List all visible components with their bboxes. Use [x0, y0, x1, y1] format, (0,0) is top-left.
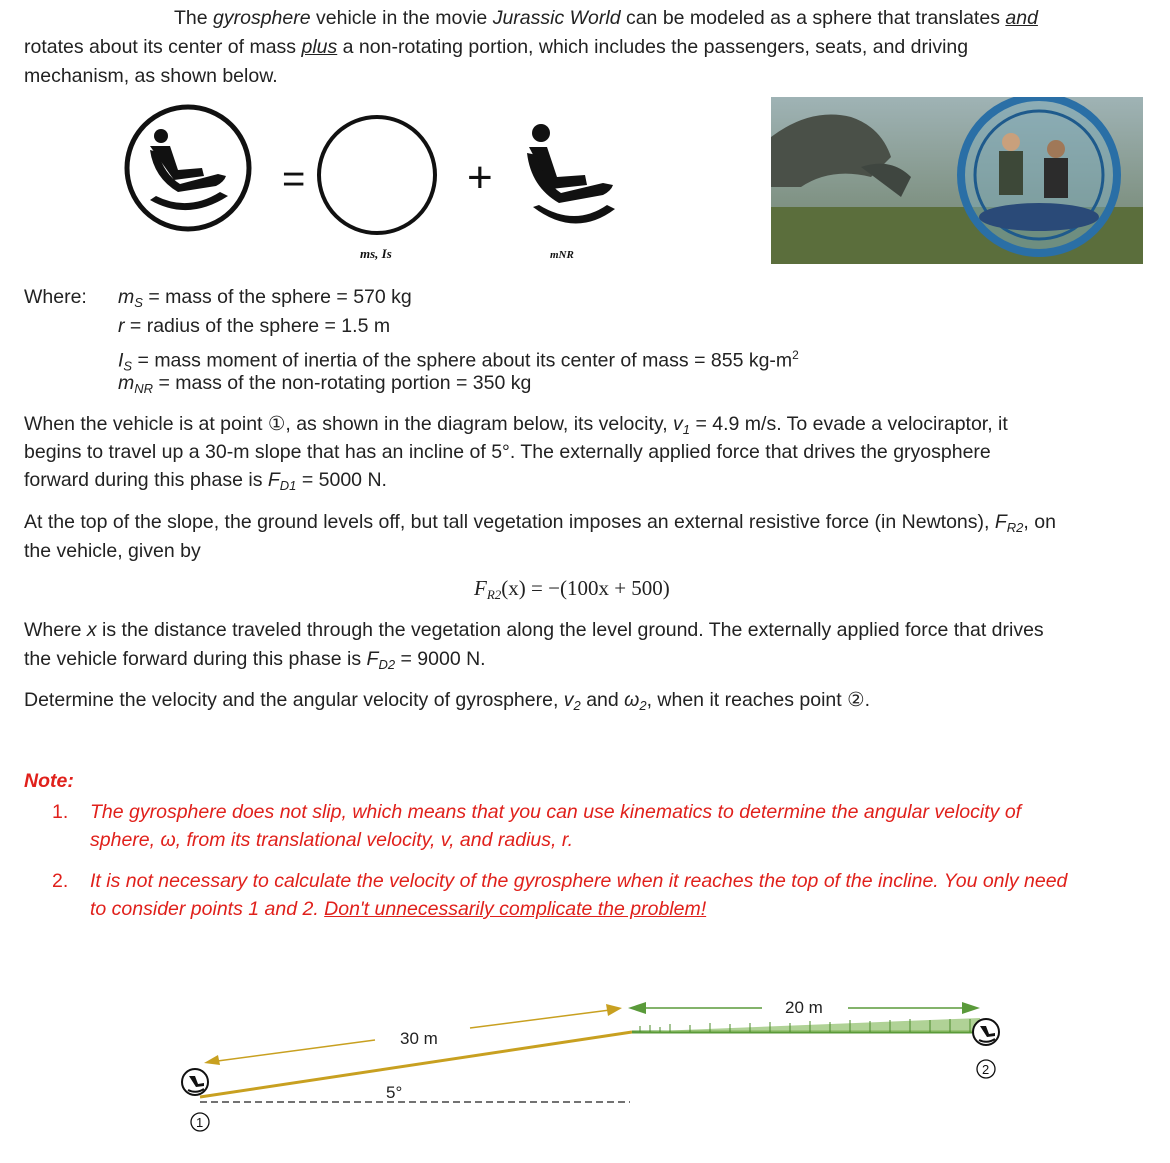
seat-icon: [527, 124, 615, 224]
gyrosphere-point-1-icon: [182, 1069, 208, 1095]
intro-line-3: mechanism, as shown below.: [24, 65, 278, 87]
where-label: Where:: [24, 286, 87, 308]
intro-line-2: rotates about its center of mass plus a non-rotating portion, which includes the passengers, seats, and driving: [24, 36, 969, 58]
slope-arrowhead-left: [204, 1055, 220, 1065]
gyrosphere-point-2-icon: [973, 1019, 999, 1045]
level-arrowhead-left: [628, 1002, 646, 1014]
resistive-force-equation: FR2(x) = −(100x + 500): [474, 576, 670, 602]
note-item-1-line-2: sphere, ω, from its translational velocity, v, and radius, r.: [90, 829, 574, 851]
point-1-label: 1: [196, 1115, 204, 1130]
level-length-label: 20 m: [785, 998, 823, 1017]
vegetation: [632, 1018, 980, 1032]
nonrotating-label: mNR: [550, 249, 574, 261]
note-item-1-line-1: The gyrosphere does not slip, which means that you can use kinematics to determine the angular velocity of: [90, 801, 1022, 823]
note-number-2: 2.: [52, 870, 69, 892]
incline-angle-label: 5°: [386, 1083, 403, 1102]
intro-line-1: The gyrosphere vehicle in the movie Jurassic World can be modeled as a sphere that translates and: [174, 7, 1038, 29]
point-2-label: 2: [982, 1062, 990, 1077]
gyrosphere-icon: [127, 107, 249, 229]
decomposition-figure: [120, 100, 620, 270]
sphere-icon: [319, 117, 435, 233]
note-item-2-line-2: to consider points 1 and 2. Don't unnecessarily complicate the problem!: [90, 898, 707, 920]
equals-sign: =: [282, 157, 306, 201]
gyrosphere-photo: [771, 97, 1143, 264]
para3-line-2: the vehicle forward during this phase is $F_{D2} = 9000$ N.: [24, 648, 486, 672]
para2-line-2: the vehicle, given by: [24, 540, 201, 562]
para3-line-1: Where x is the distance traveled through the vegetation along the level ground. The externally applied force that drives: [24, 619, 1044, 641]
where-line-is: $I_S$ = mass moment of inertia of the sphere about its center of mass = 855 $kg-m^2$: [118, 348, 799, 374]
slope-length-label: 30 m: [400, 1029, 438, 1048]
note-title: Note:: [24, 770, 74, 792]
sphere-label: ms, Is: [360, 246, 392, 261]
para1-line-1: When the vehicle is at point ①, as shown in the diagram below, its velocity, $v_1 = 4.9$ m/s. To evade a velociraptor, it: [24, 413, 1008, 437]
slope-diagram: [170, 990, 1010, 1140]
note-item-2-line-1: It is not necessary to calculate the velocity of the gyrosphere when it reaches the top of the incline. You only need: [90, 870, 1068, 892]
slope-dimension-left: [210, 1040, 375, 1062]
plus-sign: +: [467, 153, 493, 202]
para2-line-1: At the top of the slope, the ground levels off, but tall vegetation imposes an external resistive force (in Newtons), $F_{R2}$, on: [24, 511, 1056, 535]
question: Determine the velocity and the angular velocity of gyrosphere, $v_2$ and $\omega_2$, when it reaches point ②.: [24, 689, 871, 713]
where-line-r: r = radius of the sphere = 1.5 m: [118, 315, 391, 337]
note-number-1: 1.: [52, 801, 69, 823]
where-line-ms: $m_S$ = mass of the sphere = 570 kg: [118, 286, 412, 310]
level-arrowhead-right: [962, 1002, 980, 1014]
slope-dimension-right: [470, 1010, 610, 1028]
where-line-mnr: $m_{NR}$ = mass of the non-rotating portion = 350 kg: [118, 372, 532, 396]
para1-line-3: forward during this phase is $F_{D1} = 5000$ N.: [24, 469, 387, 493]
para1-line-2: begins to travel up a 30-m slope that has an incline of 5°. The externally applied force that drives the gryosphere: [24, 441, 991, 463]
slope-arrowhead-right: [606, 1004, 622, 1016]
